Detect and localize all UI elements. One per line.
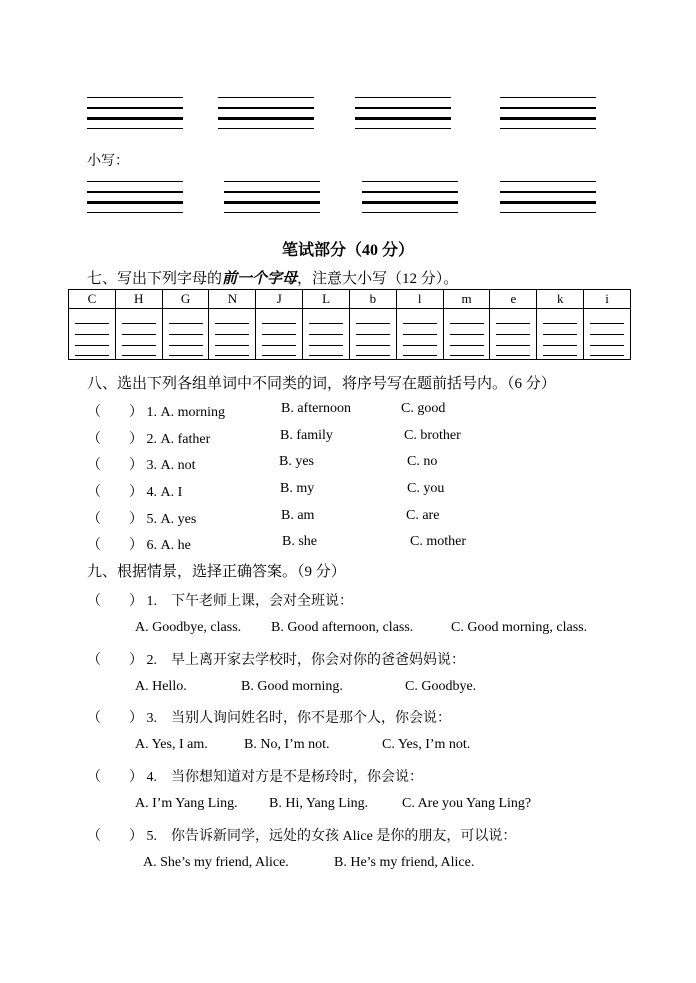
answer-cell[interactable] (162, 309, 209, 360)
option-c: C. Yes, I’m not. (382, 737, 471, 752)
letter-cell: N (209, 290, 256, 309)
question-text: 2. 早上离开家去学校时，你会对你的爸爸妈妈说： (146, 653, 465, 668)
lowercase-label: 小写： (87, 154, 129, 169)
option-c: C. brother (404, 428, 461, 443)
writing-lines (500, 97, 596, 129)
option-a: A. he (160, 538, 191, 553)
letter-cell: J (256, 290, 303, 309)
answer-cell[interactable] (396, 309, 443, 360)
item-number: 3. (146, 458, 157, 473)
answer-cell[interactable] (115, 309, 162, 360)
writing-lines (87, 181, 183, 213)
letter-cell: l (396, 290, 443, 309)
q9-options (135, 679, 477, 695)
q9-question (87, 766, 423, 786)
answer-bracket[interactable]: （ ） (87, 485, 143, 500)
option-a: A. Goodbye, class. (135, 620, 242, 635)
option-c: C. no (407, 454, 438, 469)
answer-bracket[interactable]: （ ） (87, 432, 143, 447)
q7-emphasis: 前一个字母 (222, 271, 298, 287)
item-number: 2. (146, 432, 157, 447)
option-c: C. Good morning, class. (451, 620, 588, 635)
writing-lines (218, 97, 314, 129)
option-a: A. Yes, I am. (135, 737, 208, 752)
letter-cell: e (490, 290, 537, 309)
option-c: C. you (407, 481, 445, 496)
written-section-title: 笔试部分（40 分） (281, 242, 414, 259)
writing-lines (500, 181, 596, 213)
letter-cell: b (349, 290, 396, 309)
writing-lines (224, 181, 320, 213)
answer-cell[interactable] (69, 309, 116, 360)
question-text: 1. 下午老师上课，会对全班说： (146, 594, 353, 609)
question-text: 5. 你告诉新同学，远处的女孩 Alice 是你的朋友，可以说： (146, 829, 517, 844)
letters-header-row (69, 290, 631, 309)
answer-bracket[interactable]: （ ） (87, 594, 143, 609)
q9-question (87, 707, 451, 727)
writing-lines (355, 97, 451, 129)
item-number: 1. (146, 405, 157, 420)
item-number: 6. (146, 538, 157, 553)
q7-suffix: ，注意大小写（12 分）。 (297, 271, 459, 287)
item-number: 4. (146, 485, 157, 500)
answer-bracket[interactable]: （ ） (87, 458, 143, 473)
option-c: C. good (401, 401, 446, 416)
answer-cell[interactable] (303, 309, 350, 360)
q9-options (135, 796, 532, 812)
option-b: B. yes (279, 454, 314, 469)
q8-item (87, 534, 466, 554)
writing-lines (362, 181, 458, 213)
q9-question (87, 649, 465, 669)
q9-options (135, 737, 471, 753)
letters-table (68, 289, 631, 360)
letter-cell: L (303, 290, 350, 309)
option-a: A. yes (160, 512, 197, 527)
q9-options (135, 620, 588, 636)
q8-item (87, 428, 461, 448)
answer-cell[interactable] (209, 309, 256, 360)
option-b: B. Good afternoon, class. (271, 620, 414, 635)
answer-bracket[interactable]: （ ） (87, 829, 143, 844)
option-b: B. am (281, 508, 315, 523)
option-a: A. I’m Yang Ling. (135, 796, 238, 811)
option-a: A. father (160, 432, 211, 447)
option-a: A. morning (160, 405, 226, 420)
q8-item (87, 481, 445, 501)
letters-answer-row (69, 309, 631, 360)
q9-options (143, 855, 475, 871)
option-c: C. Goodbye. (405, 679, 477, 694)
option-b: B. afternoon (281, 401, 351, 416)
option-b: B. He’s my friend, Alice. (334, 855, 475, 870)
option-a: A. not (160, 458, 196, 473)
answer-cell[interactable] (490, 309, 537, 360)
q8-item (87, 454, 438, 474)
answer-bracket[interactable]: （ ） (87, 538, 143, 553)
option-b: B. family (280, 428, 333, 443)
answer-cell[interactable] (443, 309, 490, 360)
q9-instruction: 九、根据情景，选择正确答案。（9 分） (87, 564, 346, 580)
q9-question (87, 590, 353, 610)
letter-cell: m (443, 290, 490, 309)
option-b: B. Good morning. (241, 679, 343, 694)
q8-item (87, 508, 440, 528)
option-a: A. Hello. (135, 679, 187, 694)
answer-bracket[interactable]: （ ） (87, 653, 143, 668)
q8-instruction: 八、选出下列各组单词中不同类的词，将序号写在题前括号内。（6 分） (87, 376, 556, 392)
answer-bracket[interactable]: （ ） (87, 405, 143, 420)
answer-bracket[interactable]: （ ） (87, 711, 143, 726)
option-b: B. No, I’m not. (244, 737, 330, 752)
option-b: B. she (282, 534, 317, 549)
answer-cell[interactable] (256, 309, 303, 360)
option-a: A. She’s my friend, Alice. (143, 855, 289, 870)
q9-question (87, 825, 516, 845)
option-b: B. my (280, 481, 315, 496)
answer-cell[interactable] (584, 309, 631, 360)
option-a: A. I (160, 485, 183, 500)
writing-lines (87, 97, 183, 129)
option-c: C. Are you Yang Ling? (402, 796, 532, 811)
answer-bracket[interactable]: （ ） (87, 770, 143, 785)
question-text: 3. 当别人询问姓名时，你不是那个人，你会说： (146, 711, 451, 726)
option-b: B. Hi, Yang Ling. (269, 796, 369, 811)
letter-cell: k (537, 290, 584, 309)
answer-cell[interactable] (537, 309, 584, 360)
item-number: 5. (146, 512, 157, 527)
q7-instruction (87, 267, 458, 288)
q7-prefix: 七、写出下列字母的 (87, 271, 223, 287)
question-text: 4. 当你想知道对方是不是杨玲时，你会说： (146, 770, 423, 785)
letter-cell: G (162, 290, 209, 309)
option-c: C. are (406, 508, 440, 523)
q8-item (87, 401, 446, 421)
option-c: C. mother (410, 534, 466, 549)
answer-cell[interactable] (349, 309, 396, 360)
letter-cell: H (115, 290, 162, 309)
letter-cell: C (69, 290, 116, 309)
letter-cell: i (584, 290, 631, 309)
answer-bracket[interactable]: （ ） (87, 512, 143, 527)
